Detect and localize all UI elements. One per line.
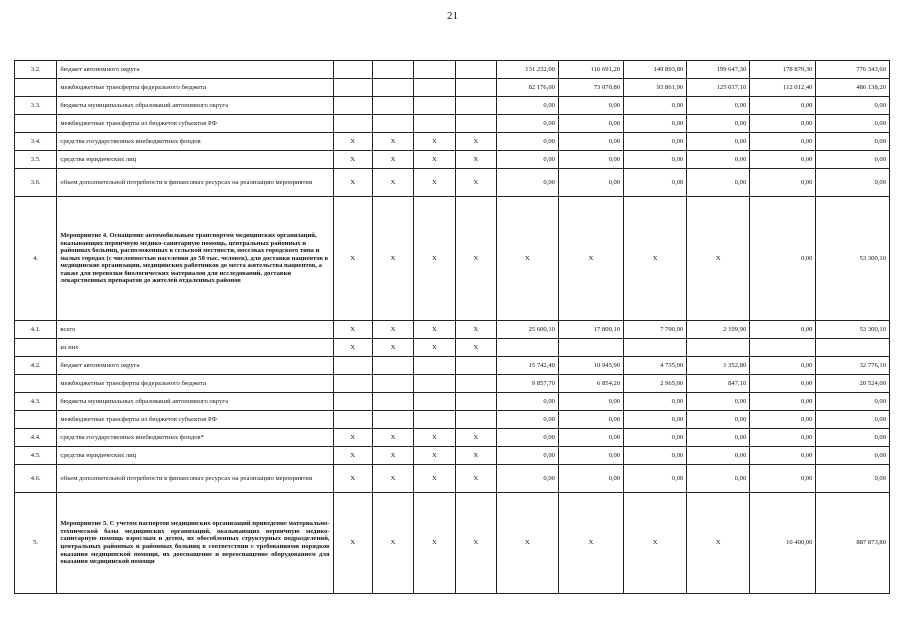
marker-cell <box>455 79 496 97</box>
table-row <box>15 447 890 465</box>
value-cell: 0,00 <box>750 411 816 429</box>
marker-cell <box>455 357 496 375</box>
marker-cell <box>414 375 455 393</box>
value-cell: 0,00 <box>687 133 750 151</box>
marker-cell <box>455 97 496 115</box>
marker-cell: X <box>372 465 413 493</box>
page-number: 21 <box>447 10 458 22</box>
marker-cell: X <box>455 339 496 357</box>
value-cell: 0,00 <box>558 97 623 115</box>
value-cell: 0,00 <box>558 411 623 429</box>
row-number-cell <box>15 411 57 429</box>
value-cell: 0,00 <box>750 169 816 197</box>
value-cell: 0,00 <box>558 115 623 133</box>
marker-cell: X <box>372 447 413 465</box>
marker-cell <box>414 357 455 375</box>
total-value-cell: 486 138,20 <box>816 79 890 97</box>
total-value-cell: 20 524,00 <box>816 375 890 393</box>
value-cell: 0,00 <box>687 429 750 447</box>
value-cell: 15 742,40 <box>496 357 558 375</box>
row-number-cell <box>15 79 57 97</box>
marker-cell: X <box>333 429 372 447</box>
total-value-cell: 53 300,10 <box>816 321 890 339</box>
marker-cell <box>414 411 455 429</box>
table-row <box>15 393 890 411</box>
marker-cell <box>333 79 372 97</box>
value-cell: 82 176,00 <box>496 79 558 97</box>
marker-cell: X <box>333 133 372 151</box>
marker-cell <box>333 411 372 429</box>
marker-cell <box>455 375 496 393</box>
value-cell: 0,00 <box>624 97 687 115</box>
total-value-cell: 0,00 <box>816 97 890 115</box>
row-number-cell: 3.4. <box>15 133 57 151</box>
marker-cell: X <box>455 151 496 169</box>
value-cell: 7 700,00 <box>624 321 687 339</box>
row-number-cell <box>15 339 57 357</box>
value-cell: 17 800,10 <box>558 321 623 339</box>
value-cell: 0,00 <box>624 429 687 447</box>
marker-cell <box>414 61 455 79</box>
table-row <box>15 115 890 133</box>
marker-cell: X <box>455 429 496 447</box>
table-row <box>15 493 890 594</box>
marker-cell: X <box>455 321 496 339</box>
value-cell: 125 017,10 <box>687 79 750 97</box>
value-cell: 0,00 <box>750 357 816 375</box>
total-value-cell: 0,00 <box>816 151 890 169</box>
value-cell: 10 945,90 <box>558 357 623 375</box>
value-cell: 0,00 <box>496 151 558 169</box>
value-cell: 6 854,20 <box>558 375 623 393</box>
marker-cell <box>372 411 413 429</box>
value-cell: 0,00 <box>687 411 750 429</box>
value-cell: 0,00 <box>750 321 816 339</box>
table-row <box>15 79 890 97</box>
marker-cell <box>333 393 372 411</box>
table-row <box>15 133 890 151</box>
value-cell: 0,00 <box>624 465 687 493</box>
marker-cell: X <box>372 493 413 594</box>
description-cell: всего <box>57 321 333 339</box>
value-cell <box>750 339 816 357</box>
value-cell: 0,00 <box>624 133 687 151</box>
description-cell: межбюджетные трансферты из бюджетов субъектов РФ <box>57 411 333 429</box>
value-cell: 0,00 <box>624 169 687 197</box>
value-cell <box>624 339 687 357</box>
value-cell: 93 861,90 <box>624 79 687 97</box>
marker-cell: X <box>372 321 413 339</box>
marker-cell: X <box>455 169 496 197</box>
value-cell: 0,00 <box>750 151 816 169</box>
value-cell: 0,00 <box>496 115 558 133</box>
total-value-cell: 0,00 <box>816 115 890 133</box>
marker-cell: X <box>455 447 496 465</box>
marker-cell: X <box>333 197 372 321</box>
value-cell: 199 647,30 <box>687 61 750 79</box>
value-cell: X <box>687 493 750 594</box>
description-cell: средства юридических лиц <box>57 447 333 465</box>
total-value-cell: 776 343,60 <box>816 61 890 79</box>
value-cell: 0,00 <box>687 465 750 493</box>
value-cell: 0,00 <box>750 429 816 447</box>
marker-cell <box>455 411 496 429</box>
marker-cell <box>414 79 455 97</box>
row-number-cell: 4.6. <box>15 465 57 493</box>
value-cell: 0,00 <box>750 97 816 115</box>
row-number-cell: 4.3. <box>15 393 57 411</box>
total-value-cell: 32 776,10 <box>816 357 890 375</box>
row-number-cell: 4.1. <box>15 321 57 339</box>
total-value-cell: 0,00 <box>816 429 890 447</box>
value-cell: 0,00 <box>496 447 558 465</box>
description-cell: бюджет автономного округа <box>57 61 333 79</box>
value-cell: 0,00 <box>558 429 623 447</box>
description-cell: средства государственных внебюджетных фондов* <box>57 429 333 447</box>
value-cell: X <box>624 197 687 321</box>
table-row <box>15 465 890 493</box>
value-cell: 0,00 <box>624 411 687 429</box>
value-cell: 116 691,20 <box>558 61 623 79</box>
description-cell: из них <box>57 339 333 357</box>
total-value-cell: 0,00 <box>816 447 890 465</box>
row-number-cell: 4. <box>15 197 57 321</box>
marker-cell: X <box>414 339 455 357</box>
value-cell: 2 965,00 <box>624 375 687 393</box>
marker-cell: X <box>414 321 455 339</box>
value-cell: 0,00 <box>558 393 623 411</box>
value-cell <box>558 339 623 357</box>
value-cell: 73 070,80 <box>558 79 623 97</box>
description-cell: объем дополнительной потребности в финансовых ресурсах на реализацию мероприятия <box>57 169 333 197</box>
budget-table <box>14 60 890 594</box>
marker-cell: X <box>455 133 496 151</box>
marker-cell: X <box>333 493 372 594</box>
marker-cell: X <box>414 493 455 594</box>
marker-cell: X <box>414 465 455 493</box>
marker-cell: X <box>333 169 372 197</box>
marker-cell: X <box>372 169 413 197</box>
marker-cell <box>372 61 413 79</box>
value-cell: 0,00 <box>750 393 816 411</box>
marker-cell: X <box>333 447 372 465</box>
value-cell: 149 893,80 <box>624 61 687 79</box>
total-value-cell: 53 300,10 <box>816 197 890 321</box>
description-cell: средства государственных внебюджетных фондов <box>57 133 333 151</box>
value-cell: 0,00 <box>558 447 623 465</box>
total-value-cell: 0,00 <box>816 169 890 197</box>
marker-cell: X <box>414 197 455 321</box>
marker-cell <box>372 375 413 393</box>
marker-cell <box>455 61 496 79</box>
marker-cell: X <box>333 151 372 169</box>
description-cell: межбюджетные трансферты федерального бюджета <box>57 79 333 97</box>
description-cell: бюджет автономного округа <box>57 357 333 375</box>
value-cell: 2 199,90 <box>687 321 750 339</box>
marker-cell <box>414 97 455 115</box>
marker-cell: X <box>455 493 496 594</box>
table-row <box>15 375 890 393</box>
value-cell: 0,00 <box>750 133 816 151</box>
marker-cell: X <box>414 133 455 151</box>
marker-cell <box>333 357 372 375</box>
marker-cell: X <box>455 465 496 493</box>
row-number-cell <box>15 115 57 133</box>
value-cell: X <box>496 493 558 594</box>
value-cell: 25 600,10 <box>496 321 558 339</box>
value-cell: X <box>496 197 558 321</box>
marker-cell: X <box>372 339 413 357</box>
table-row <box>15 321 890 339</box>
value-cell: 0,00 <box>687 151 750 169</box>
value-cell: 0,00 <box>687 169 750 197</box>
description-cell: Мероприятие 4. Оснащение автомобильным транспортом медицинских организаций, оказывающих первичную медико-санитарную помощь, центральных районных и районных больниц, расположенных в сельской местности, поселках городского типа и малых городах (с численностью населения до 50 тыс. человек), для доставки пациентов в медицинские организации, медицинских работников до места жительства пациентов, а также для перевозки биологических материалов для исследований, доставки лекарственных препаратов до жителей отдаленных районов <box>57 197 333 321</box>
value-cell: 9 857,70 <box>496 375 558 393</box>
total-value-cell: 887 873,80 <box>816 493 890 594</box>
table-row <box>15 151 890 169</box>
table-row <box>15 339 890 357</box>
marker-cell: X <box>333 321 372 339</box>
row-number-cell <box>15 375 57 393</box>
total-value-cell <box>816 339 890 357</box>
marker-cell <box>333 61 372 79</box>
marker-cell <box>455 393 496 411</box>
value-cell: 0,00 <box>496 429 558 447</box>
table-row <box>15 61 890 79</box>
marker-cell: X <box>372 151 413 169</box>
marker-cell <box>372 393 413 411</box>
value-cell: 0,00 <box>496 393 558 411</box>
total-value-cell: 0,00 <box>816 411 890 429</box>
row-number-cell: 4.2. <box>15 357 57 375</box>
marker-cell: X <box>414 429 455 447</box>
value-cell: 178 879,30 <box>750 61 816 79</box>
value-cell: 0,00 <box>496 133 558 151</box>
value-cell <box>496 339 558 357</box>
value-cell: 0,00 <box>624 151 687 169</box>
marker-cell <box>372 97 413 115</box>
row-number-cell: 4.4. <box>15 429 57 447</box>
value-cell: 112 012,40 <box>750 79 816 97</box>
row-number-cell: 3.3. <box>15 97 57 115</box>
value-cell: X <box>687 197 750 321</box>
value-cell: 0,00 <box>750 447 816 465</box>
value-cell: 0,00 <box>624 447 687 465</box>
marker-cell: X <box>333 339 372 357</box>
total-value-cell: 0,00 <box>816 393 890 411</box>
value-cell: 0,00 <box>750 115 816 133</box>
marker-cell <box>372 79 413 97</box>
description-cell: бюджеты муниципальных образований автономного округа <box>57 97 333 115</box>
marker-cell <box>333 115 372 133</box>
value-cell: 847,10 <box>687 375 750 393</box>
table-row <box>15 169 890 197</box>
value-cell: X <box>624 493 687 594</box>
value-cell <box>687 339 750 357</box>
row-number-cell: 5. <box>15 493 57 594</box>
value-cell: 0,00 <box>496 97 558 115</box>
marker-cell: X <box>372 429 413 447</box>
row-number-cell: 3.6. <box>15 169 57 197</box>
table-row <box>15 97 890 115</box>
row-number-cell: 3.5. <box>15 151 57 169</box>
total-value-cell: 0,00 <box>816 465 890 493</box>
marker-cell <box>372 115 413 133</box>
value-cell: 0,00 <box>624 393 687 411</box>
value-cell: 131 232,00 <box>496 61 558 79</box>
description-cell: межбюджетные трансферты федерального бюджета <box>57 375 333 393</box>
description-cell: межбюджетные трансферты из бюджетов субъектов РФ <box>57 115 333 133</box>
marker-cell: X <box>414 447 455 465</box>
description-cell: Мероприятие 5. С учетом паспортов медицинских организаций приведение материально-технической базы медицинских организаций, оказывающих первичную медико-санитарную помощь взрослым и детям, их обособленных структурных подразделений, центральных районных и районных больниц в соответствии с требованиями порядков оказания медицинской помощи, их дооснащение и переоснащение оборудованием для оказания медицинской помощи <box>57 493 333 594</box>
table-row <box>15 411 890 429</box>
value-cell: X <box>558 197 623 321</box>
value-cell: 0,00 <box>558 465 623 493</box>
marker-cell: X <box>455 197 496 321</box>
marker-cell: X <box>414 169 455 197</box>
value-cell: 0,00 <box>496 465 558 493</box>
value-cell: 0,00 <box>687 97 750 115</box>
table-row <box>15 197 890 321</box>
value-cell: 0,00 <box>750 375 816 393</box>
value-cell: 0,00 <box>750 197 816 321</box>
marker-cell <box>414 393 455 411</box>
marker-cell <box>372 357 413 375</box>
value-cell: 10 400,00 <box>750 493 816 594</box>
marker-cell <box>455 115 496 133</box>
value-cell: X <box>558 493 623 594</box>
row-number-cell: 3.2. <box>15 61 57 79</box>
description-cell: бюджеты муниципальных образований автономного округа <box>57 393 333 411</box>
value-cell: 0,00 <box>558 151 623 169</box>
table-row <box>15 357 890 375</box>
value-cell: 0,00 <box>750 465 816 493</box>
marker-cell: X <box>372 133 413 151</box>
row-number-cell: 4.5. <box>15 447 57 465</box>
value-cell: 0,00 <box>496 169 558 197</box>
value-cell: 0,00 <box>687 115 750 133</box>
value-cell: 1 352,80 <box>687 357 750 375</box>
value-cell: 0,00 <box>624 115 687 133</box>
value-cell: 4 735,00 <box>624 357 687 375</box>
description-cell: средства юридических лиц <box>57 151 333 169</box>
marker-cell <box>333 97 372 115</box>
description-cell: объем дополнительной потребности в финансовых ресурсах на реализацию мероприятия <box>57 465 333 493</box>
table-row <box>15 429 890 447</box>
marker-cell <box>333 375 372 393</box>
marker-cell <box>414 115 455 133</box>
marker-cell: X <box>333 465 372 493</box>
value-cell: 0,00 <box>687 447 750 465</box>
total-value-cell: 0,00 <box>816 133 890 151</box>
marker-cell: X <box>414 151 455 169</box>
value-cell: 0,00 <box>558 169 623 197</box>
value-cell: 0,00 <box>558 133 623 151</box>
value-cell: 0,00 <box>496 411 558 429</box>
marker-cell: X <box>372 197 413 321</box>
value-cell: 0,00 <box>687 393 750 411</box>
